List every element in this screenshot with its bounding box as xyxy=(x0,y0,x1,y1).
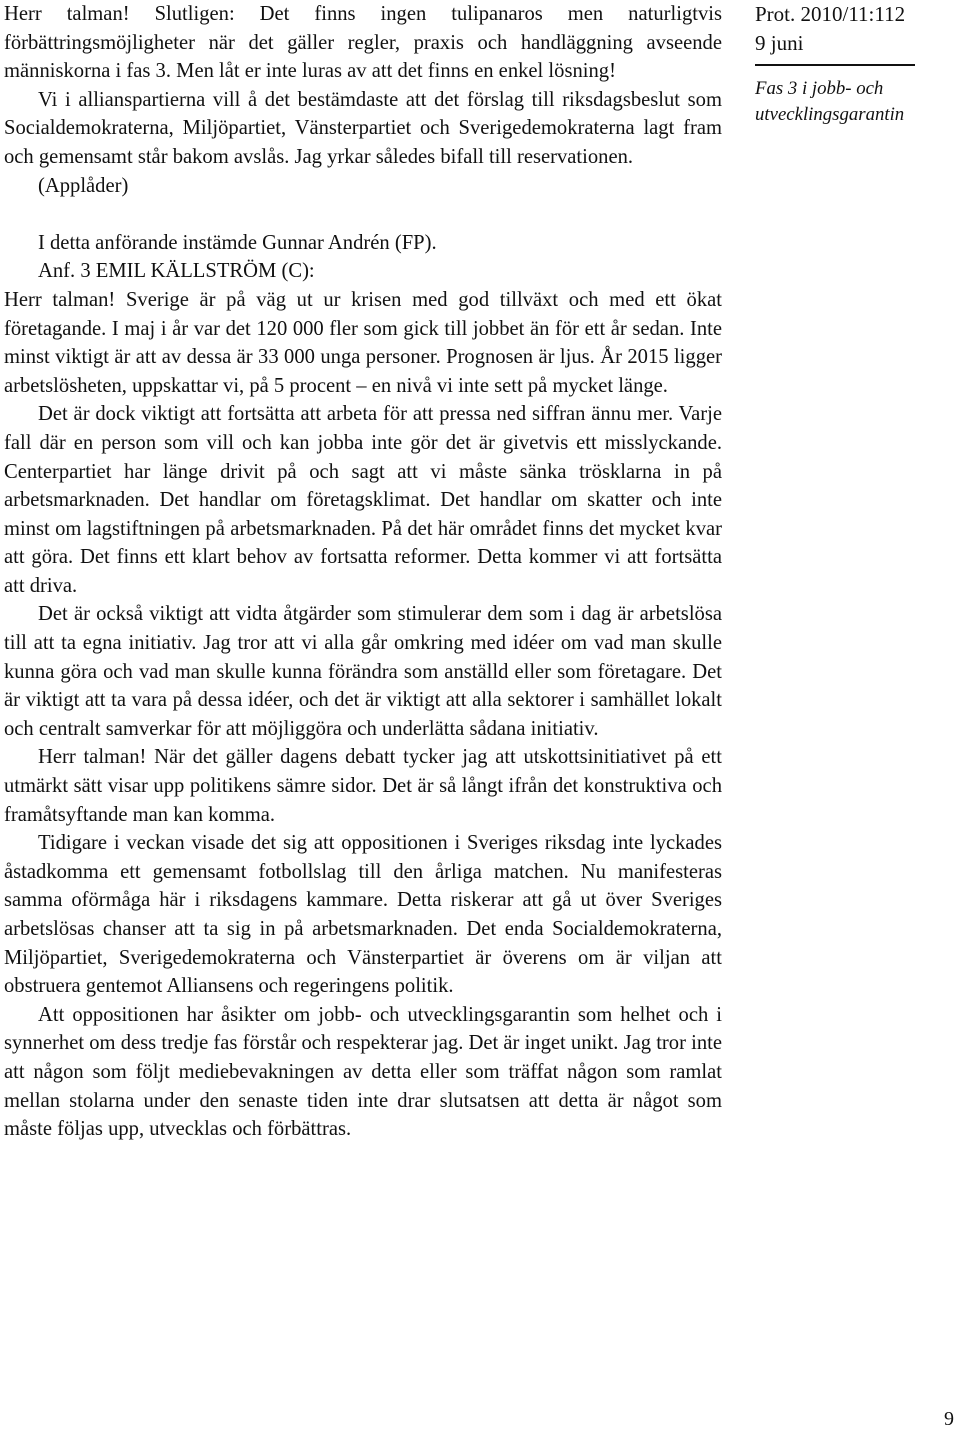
paragraph-debate: Herr talman! När det gäller dagens debatt tycker jag att utskottsinitiativet på ett utmärkt sätt visar upp politikens sämre sidor. Det är så långt ifrån det konstruktiva och framåtsyftande man kan komma. xyxy=(4,746,722,826)
topic-line-1: Fas 3 i jobb- och xyxy=(755,78,884,100)
topic-line-2: utvecklingsgarantin xyxy=(755,104,905,126)
paragraph-thresholds: Det är dock viktigt att fortsätta att arbeta för att pressa ned siffran ännu mer. Varje fall där en person som vill och kan jobba inte gör det är givetvis ett misslyckande. Centerpartiet har länge drivit på och sagt att vi måste sänka trösklarna in på arbetsmarknaden. Det handlar om företagsklimat. Det handlar om skatter och inte minst om lagstiftningen på arbetsmarknaden. På det här området finns det mycket kvar att göra. Det finns ett klart behov av fortsatta reformer. Detta kommer vi att fortsätta att driva. xyxy=(4,403,722,597)
speaker-heading: Anf. 3 EMIL KÄLLSTRÖM (C): xyxy=(38,260,315,283)
protocol-date: 9 juni xyxy=(755,30,804,55)
paragraph-alliance-motion: Vi i allianspartierna vill å det bestämdaste att det förslag till riksdagsbeslut som Socialdemokraterna, Miljöpartiet, Vänsterpartiet och Sverigedemokraterna lagt fram och gemensamt står bakom avslås. Jag yrkar således bifall till reservationen. xyxy=(4,88,722,168)
agreement-note: I detta anförande instämde Gunnar Andrén (FP). xyxy=(38,231,437,254)
applause-note: (Applåder) xyxy=(38,174,129,197)
paragraph-growth: Herr talman! Sverige är på väg ut ur krisen med god tillväxt och med ett ökat företagande. I maj i år var det 120 000 fler som gick till jobbet än för ett år sedan. Inte minst viktigt är att av dessa är 33 000 unga personer. Prognosen är ljus. År 2015 ligger arbetslösheten, uppskattar vi, på 5 procent – en nivå vi inte sett på mycket länge. xyxy=(4,288,722,397)
protocol-number: Prot. 2010/11:112 xyxy=(755,2,906,26)
page-number: 9 xyxy=(944,1408,954,1430)
paragraph-initiatives: Det är också viktigt att vidta åtgärder som stimulerar dem som i dag är arbetslösa till att ta egna initiativ. Jag tror att vi alla går omkring med idéer om vad man skulle kunna göra och vad man skulle kunna förändra som anställd eller som företagare. Det är viktigt att ta vara på dessa idéer, och det är viktigt att alla sektorer i samhället lokalt och centralt samverkar för att möjliggöra och underlätta sådana initiativ. xyxy=(4,603,722,740)
margin-heading xyxy=(755,0,955,128)
speech-text-column xyxy=(4,0,722,1144)
paragraph-opposition-views: Att oppositionen har åsikter om jobb- och utvecklingsgarantin som helhet och i synnerhet om dess tredje fas förstår och respekterar jag. Det är inget unikt. Jag tror inte att någon som följt mediebevakningen av detta eller som träffat någon som ramlat mellan stolarna under den senaste tiden inte drar slutsatsen att detta är något som måste följas upp, utvecklas och förbättras. xyxy=(4,1003,722,1141)
margin-divider xyxy=(755,64,915,66)
paragraph-football: Tidigare i veckan visade det sig att oppositionen i Sveriges riksdag inte lyckades åstadkomma ett gemensamt fotbollslag till den årliga matchen. Nu manifesteras samma oförmåga här i riksdagens kammare. Detta riskerar att gå ut över Sveriges arbetslösas chanser att ta sig in på arbetsmarknaden. Det enda Socialdemokraterna, Miljöpartiet, Sverigedemokraterna och Vänsterpartiet är överens om är viljan att obstruera gentemot Alliansens och regeringens politik. xyxy=(4,832,722,998)
paragraph-conclusion: Herr talman! Slutligen: Det finns ingen tulipanaros men naturligtvis förbättringsmöjligheter när det gäller regler, praxis och handläggning avseende människorna i fas 3. Men låt er inte luras av att det finns en enkel lösning! xyxy=(4,3,722,83)
